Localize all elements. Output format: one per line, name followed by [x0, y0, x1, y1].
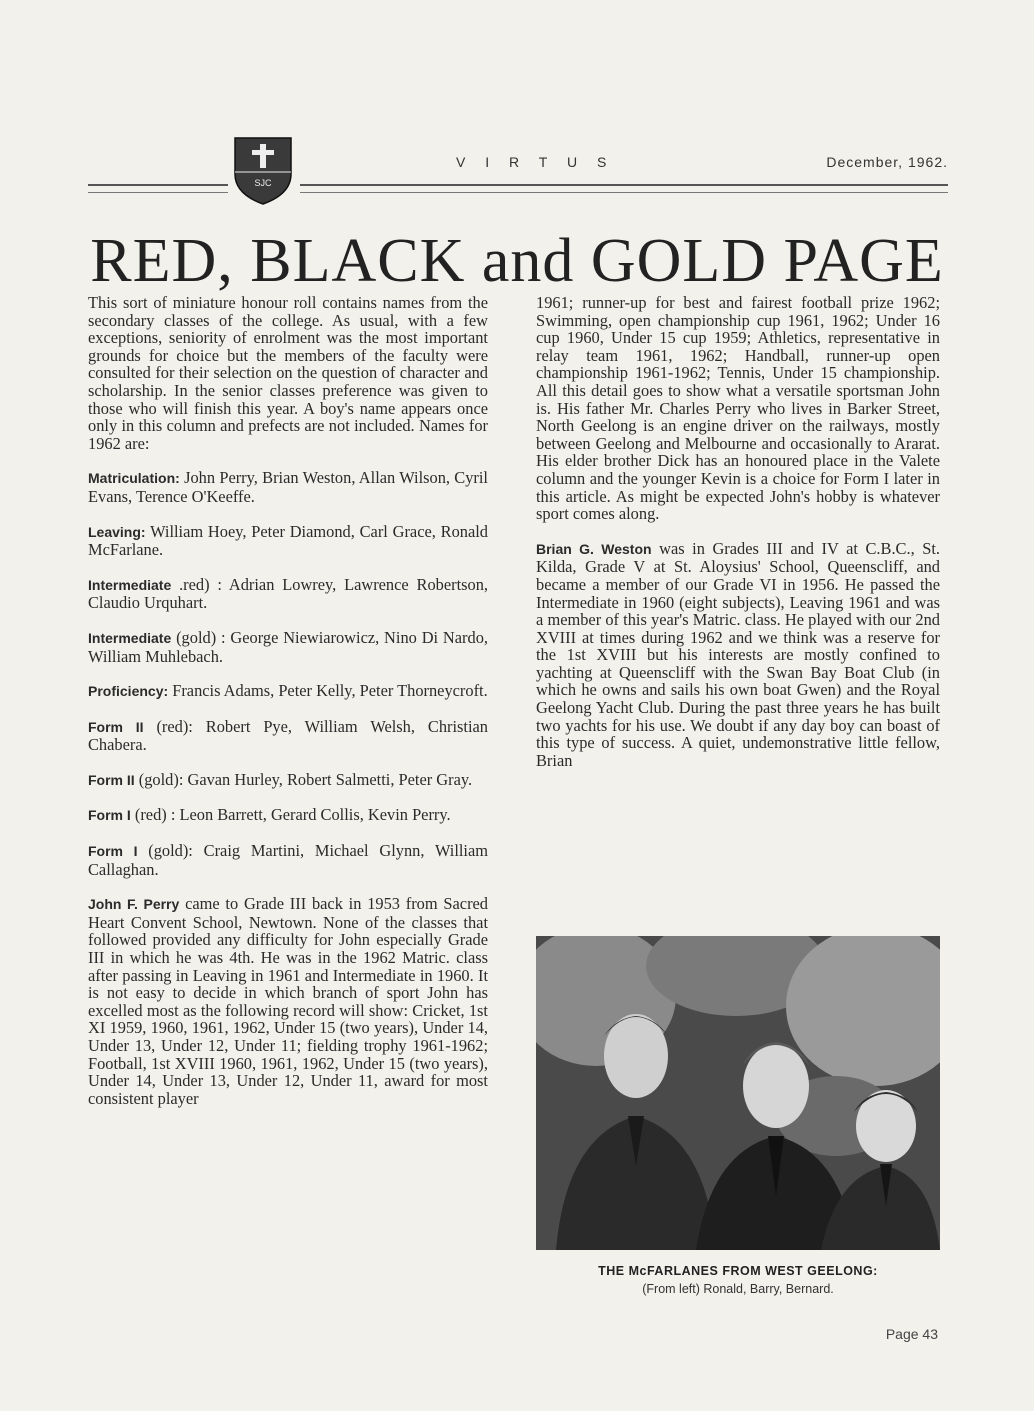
masthead-rule-left — [88, 184, 228, 193]
photo-caption-subtitle: (From left) Ronald, Barry, Bernard. — [642, 1282, 834, 1296]
class-entry — [88, 842, 488, 878]
perry-name: John F. Perry — [88, 896, 180, 913]
page-number: Page 43 — [885, 1326, 938, 1342]
class-names: .red) : Adrian Lowrey, Lawrence Robertson, Claudio Urquhart. — [88, 574, 488, 613]
class-names: (gold): Craig Martini, Michael Glynn, William Callaghan. — [88, 841, 488, 879]
photo-illustration — [536, 936, 940, 1250]
class-entry — [88, 806, 488, 825]
photo-caption-title: THE McFARLANES FROM WEST GEELONG: — [598, 1264, 878, 1278]
masthead-rule-right — [300, 184, 948, 193]
class-label: Matriculation: — [88, 470, 180, 487]
perry-text: came to Grade III back in 1953 from Sacred Heart Convent School, Newtown. None of the classes that followed provided any difficulty for John especially Grade III in which he was 4th. He was in the 1962 Matric. class after passing in Leaving in 1961 and Intermediate in 1960. It is not easy to decide in which branch of sport John has excelled most as the following record will show: Cricket, 1st XI 1959, 1960, 1961, 1962, Under 15 (two years), Under 14, Under 13, Under 12, Under 11; fielding trophy 1961-1962; Football, 1st XVIII 1960, 1961, 1962, Under 15 (two years), Under 14, Under 13, Under 12, Under 11, award for most consistent player — [88, 894, 489, 1108]
mcfarlane-brothers-photo — [536, 936, 940, 1250]
class-names: John Perry, Brian Weston, Allan Wilson, Cyril Evans, Terence O'Keeffe. — [88, 468, 488, 506]
class-label: Intermediate — [88, 576, 172, 593]
weston-text: was in Grades III and IV at C.B.C., St. Kilda, Grade V at St. Aloysius' School, Queenscliff, and became a member of our Grade VI in 1956. He passed the Intermediate in 1960 (eight subjects), Leaving 1961 and was a member of this year's Matric. class. He played with our 2nd XVIII at times during 1962 and we think was a reserve for the 1st XVIII but his interests are mostly confined to yachting at Queenscliff with the Swan Bay Boat Club (in which he owns and sails his own boat Gwen) and the Royal Geelong Yacht Club. During the past three years he has built two yachts for his use. We doubt if any day boy can boast of this type of success. A quiet, undemonstrative little fellow, Brian — [536, 538, 940, 770]
class-label: Intermediate — [88, 629, 172, 646]
page-title: RED, BLACK and GOLD PAGE — [90, 227, 944, 295]
class-entry — [88, 523, 488, 559]
magazine-name: V I R T U S — [456, 154, 615, 170]
class-label: Form I — [88, 843, 138, 860]
weston-paragraph — [536, 540, 940, 770]
left-column — [88, 294, 488, 1124]
class-label: Leaving: — [88, 523, 146, 540]
college-crest-icon — [230, 134, 296, 206]
masthead — [88, 130, 948, 210]
issue-date: December, 1962. — [826, 154, 948, 170]
class-names: William Hoey, Peter Diamond, Carl Grace, Ronald McFarlane. — [88, 521, 488, 560]
perry-continued-paragraph: 1961; runner-up for best and fairest football prize 1962; Swimming, open championship cup 1961, 1962; Under 16 cup 1960, Under 15 cup 1959; Athletics, representative in relay team 1961, 1962; Handball, runner-up open championship 1961-1962; Tennis, Under 15 championship. All this detail goes to show what a versatile sportsman John is. His father Mr. Charles Perry who lives in Barker Street, North Geelong is an engine driver on the railways, mostly between Geelong and Melbourne and occasionally to Ararat. His elder brother Dick has an honoured place in the Valete column and the younger Kevin is a choice for Form I later in this article. As might be expected John's hobby is whatever sport comes along. — [536, 293, 940, 524]
class-names: (gold) : George Niewiarowicz, Nino Di Nardo, William Muhlebach. — [88, 627, 488, 666]
class-names: Francis Adams, Peter Kelly, Peter Thorneycroft. — [168, 681, 488, 701]
class-names: (red) : Leon Barrett, Gerard Collis, Kevin Perry. — [130, 805, 451, 825]
class-label: Form II — [88, 771, 135, 788]
class-entry — [88, 718, 488, 754]
crest-lettering: SJC — [254, 178, 272, 188]
class-entry — [88, 629, 488, 665]
intro-paragraph: This sort of miniature honour roll contains names from the secondary classes of the college. As usual, with a few exceptions, seniority of enrolment was the most important grounds for choice but the members of the faculty were consulted for their selection on the question of character and scholarship. In the senior classes preference was given to those who will finish this year. A boy's name appears once only in this column and prefects are not included. Names for 1962 are: — [88, 293, 488, 453]
class-entry — [88, 469, 488, 505]
class-label: Form I — [88, 807, 131, 824]
class-label: Form II — [88, 718, 144, 735]
class-label: Proficiency: — [88, 683, 169, 700]
class-names: (gold): Gavan Hurley, Robert Salmetti, Peter Gray. — [134, 769, 473, 789]
class-names: (red): Robert Pye, William Welsh, Christian Chabera. — [88, 716, 489, 755]
right-column — [536, 294, 940, 786]
class-entry — [88, 771, 488, 790]
class-entry — [88, 576, 488, 612]
class-entry — [88, 682, 488, 701]
weston-name: Brian G. Weston — [536, 540, 652, 557]
perry-paragraph — [88, 895, 488, 1107]
